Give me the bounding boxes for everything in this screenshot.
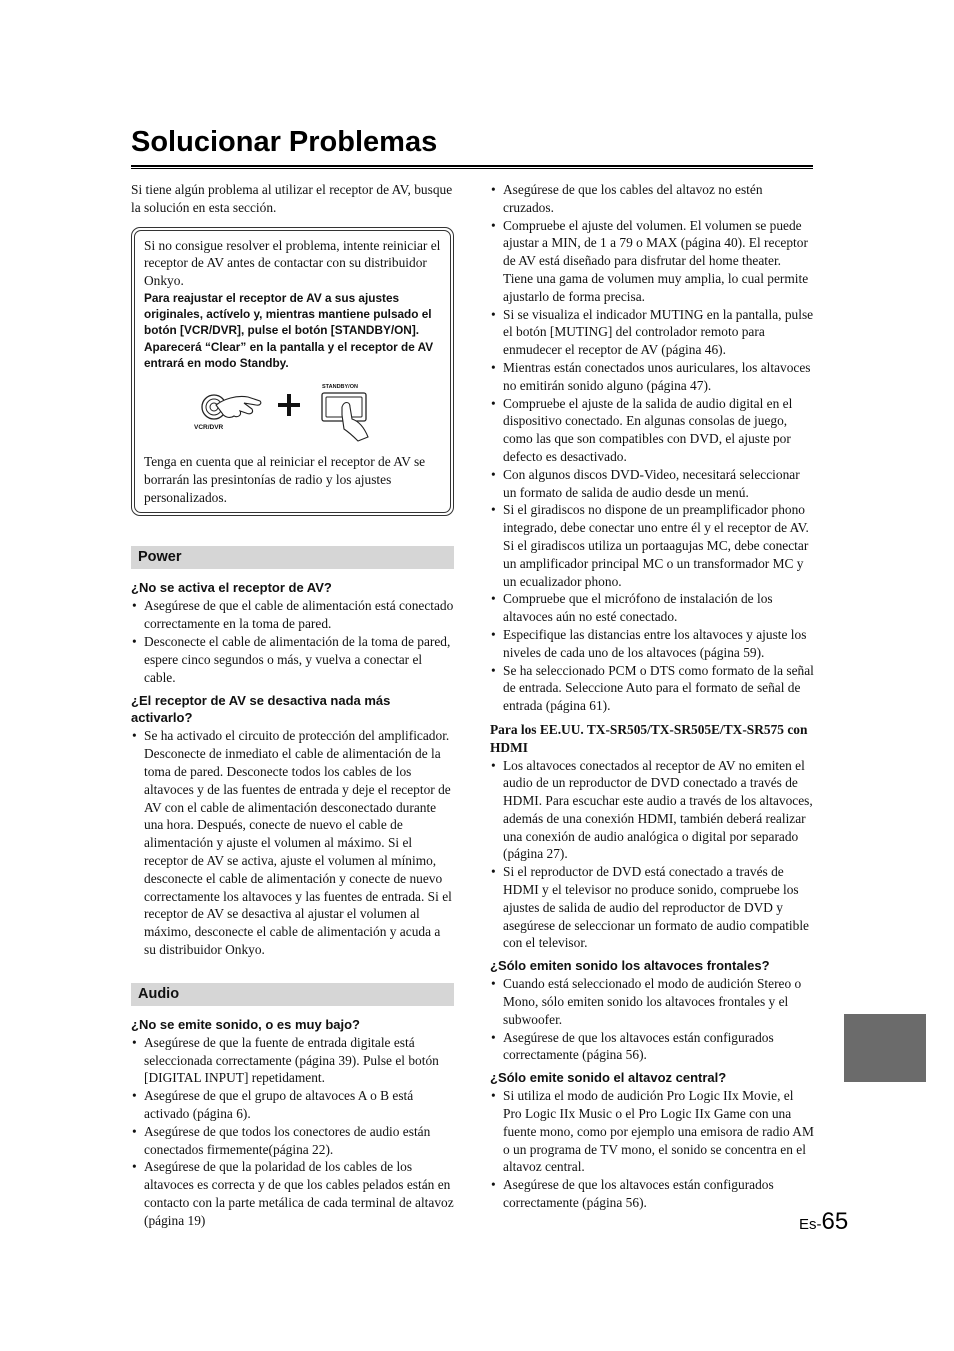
question-front-only: ¿Sólo emiten sonido los altavoces frontales? <box>490 958 770 974</box>
reset-notice-box <box>131 227 454 517</box>
reset-illustration-svg <box>144 375 448 451</box>
center-only-list <box>490 1087 814 1212</box>
list-item: • Se ha activado el circuito de protección del amplificador. Desconecte de inmediato el cable de alimentación de la toma de pared. Desconecte todos los cables de los altavoces y de las fuentes de entrada y deje el receptor de AV con el cable de alimentación desconectado durante una hora. Después, conecte de nuevo el cable de alimentación y ajuste el volumen al máximo. Si el receptor de AV se activa, ajuste el volumen al mínimo, desconecte el cable de alimentación y conecte de nuevo correctamente los altavoces y las fuentes de entrada. Si el receptor de AV se desactiva al ajustar el volumen al máximo, desconecte el cable de alimentación y acuda a su distribuidor Onkyo. <box>131 727 454 958</box>
list-item: • Asegúrese de que la fuente de entrada digitale está seleccionada correctamente (página 39). Pulse el botón [DIGITAL INPUT] repetidament. <box>131 1034 454 1087</box>
page-number-value: 65 <box>821 1208 849 1235</box>
us-models-heading: Para los EE.UU. TX-SR505/TX-SR505E/TX-SR575 con HDMI <box>490 721 808 755</box>
front-only-list <box>490 975 814 1064</box>
list-item: • Cuando está seleccionado el modo de audición Stereo o Mono, sólo emiten sonido los altavoces frontales y el subwoofer. <box>490 975 814 1028</box>
question-center-only: ¿Sólo emite sonido el altavoz central? <box>490 1070 727 1086</box>
section-heading-audio: Audio <box>131 983 454 1006</box>
list-item: • Asegúrese de que la polaridad de los cables de los altavoces es correcta y de que los cables pelados están en contacto con la parte metálica de cada terminal de altavoz (página 19) <box>131 1158 454 1229</box>
intro-text: Si tiene algún problema al utilizar el receptor de AV, busque la solución en esta sección. <box>131 182 453 215</box>
list-item: • Compruebe que el micrófono de instalación de los altavoces aún no esté conectado. <box>490 590 814 626</box>
left-column <box>131 181 454 1234</box>
list-item: • Si el giradiscos no dispone de un preamplificador phono integrado, debe conectar uno entre él y el receptor de AV. Si el giradiscos utiliza un portaagujas MC, debe conectar un amplificador principal MC o un transformador MC y un ecualizador phono. <box>490 501 814 590</box>
audio-right-list <box>490 181 814 715</box>
audio-left-list <box>131 1034 454 1230</box>
notice-reset-instructions: Para reajustar el receptor de AV a sus ajustes originales, actívelo y, mientras mantiene pulsado el botón [VCR/DVR], pulse el botón [STANDBY/ON]. Aparecerá “Clear” en la pantalla y el receptor de AV entrará en modo Standby. <box>144 290 434 370</box>
list-item: • Asegúrese de que el grupo de altavoces A o B está activado (página 6). <box>131 1087 454 1123</box>
list-item: • Asegúrese de que los altavoces están configurados correctamente (página 56). <box>490 1029 814 1065</box>
plus-icon <box>278 394 300 416</box>
list-item: • Asegúrese de que todos los conectores de audio están conectados firmemente(página 22). <box>131 1123 454 1159</box>
section-heading-power: Power <box>131 546 454 569</box>
power-q2-list <box>131 727 454 958</box>
list-item: • Asegúrese de que el cable de alimentación está conectado correctamente en la toma de pared. <box>131 597 454 633</box>
list-item: • Asegúrese de que los cables del altavoz no estén cruzados. <box>490 181 814 217</box>
list-item: • Mientras están conectados unos auriculares, los altavoces no emitirán sonido alguno (página 47). <box>490 359 814 395</box>
question-no-sound: ¿No se emite sonido, o es muy bajo? <box>131 1016 360 1032</box>
list-item: • Asegúrese de que los altavoces están configurados correctamente (página 56). <box>490 1176 814 1212</box>
list-item: • Con algunos discos DVD-Video, necesitará seleccionar un formato de salida de audio desde un menú. <box>490 466 814 502</box>
right-column <box>490 181 814 1216</box>
power-q1-list <box>131 597 454 686</box>
notice-text-1: Si no consigue resolver el problema, intente reiniciar el receptor de AV antes de contactar con su distribuidor Onkyo. <box>144 237 441 289</box>
list-item: • Desconecte el cable de alimentación de la toma de pared, espere cinco segundos o más, y vuelva a conectar el cable. <box>131 633 454 686</box>
reset-illustration <box>144 375 441 451</box>
list-item: • Si el reproductor de DVD está conectado a través de HDMI y el televisor no produce sonido, compruebe los ajustes de salida de audio del reproductor de DVD y asegúrese de seleccionar un formato de audio compatible con el televisor. <box>490 863 814 952</box>
page-number-prefix: Es- <box>799 1216 822 1233</box>
notice-text-2: Tenga en cuenta que al reiniciar el receptor de AV se borrarán las presintonías de radio y los ajustes personalizados. <box>144 454 426 505</box>
page-title: Solucionar Problemas <box>131 126 438 158</box>
vcr-dvr-label: VCR/DVR <box>194 424 224 431</box>
standby-button-icon <box>322 393 368 441</box>
vcr-dvr-button-icon <box>202 395 261 419</box>
list-item: • Se ha seleccionado PCM o DTS como formato de la señal de entrada. Seleccione Auto para el formato de señal de entrada (página 61). <box>490 662 814 715</box>
question-turns-off: ¿El receptor de AV se desactiva nada más activarlo? <box>131 693 391 726</box>
us-models-list <box>490 757 814 953</box>
list-item: • Compruebe el ajuste de la salida de audio digital en el dispositivo conectado. En algunas consolas de juego, como las que son compatibles con DVD, el ajuste por defecto es desactivado. <box>490 395 814 466</box>
standby-on-label: STANDBY/ON <box>322 384 358 390</box>
chapter-side-tab <box>844 1014 926 1082</box>
question-no-power: ¿No se activa el receptor de AV? <box>131 580 332 596</box>
page-number <box>799 1208 848 1236</box>
list-item: • Los altavoces conectados al receptor de AV no emiten el audio de un reproductor de DVD conectado a través de HDMI. Para escuchar este audio a través de los altavoces, además de una conexión HDMI, también deberá realizar una conexión de audio analógica o digital por separado (página 27). <box>490 757 814 864</box>
list-item: • Compruebe el ajuste del volumen. El volumen se puede ajustar a MIN, de 1 a 79 o MAX (página 40). El receptor de AV está diseñado para disfrutar del home theater. Tiene una gama de volumen muy amplia, lo cual permite ajustarlo de forma precisa. <box>490 217 814 306</box>
list-item: • Especifique las distancias entre los altavoces y ajuste los niveles de cada uno de los altavoces (página 59). <box>490 626 814 662</box>
list-item: • Si se visualiza el indicador MUTING en la pantalla, pulse el botón [MUTING] del controlador remoto para enmudecer el receptor de AV (página 46). <box>490 306 814 359</box>
list-item: • Si utiliza el modo de audición Pro Logic IIx Movie, el Pro Logic IIx Music o el Pro Logic IIx Game con una fuente mono, como por ejemplo una emisora de radio AM o un programa de TV mono, el sonido se concentra en el altavoz central. <box>490 1087 814 1176</box>
title-rule <box>131 165 813 169</box>
